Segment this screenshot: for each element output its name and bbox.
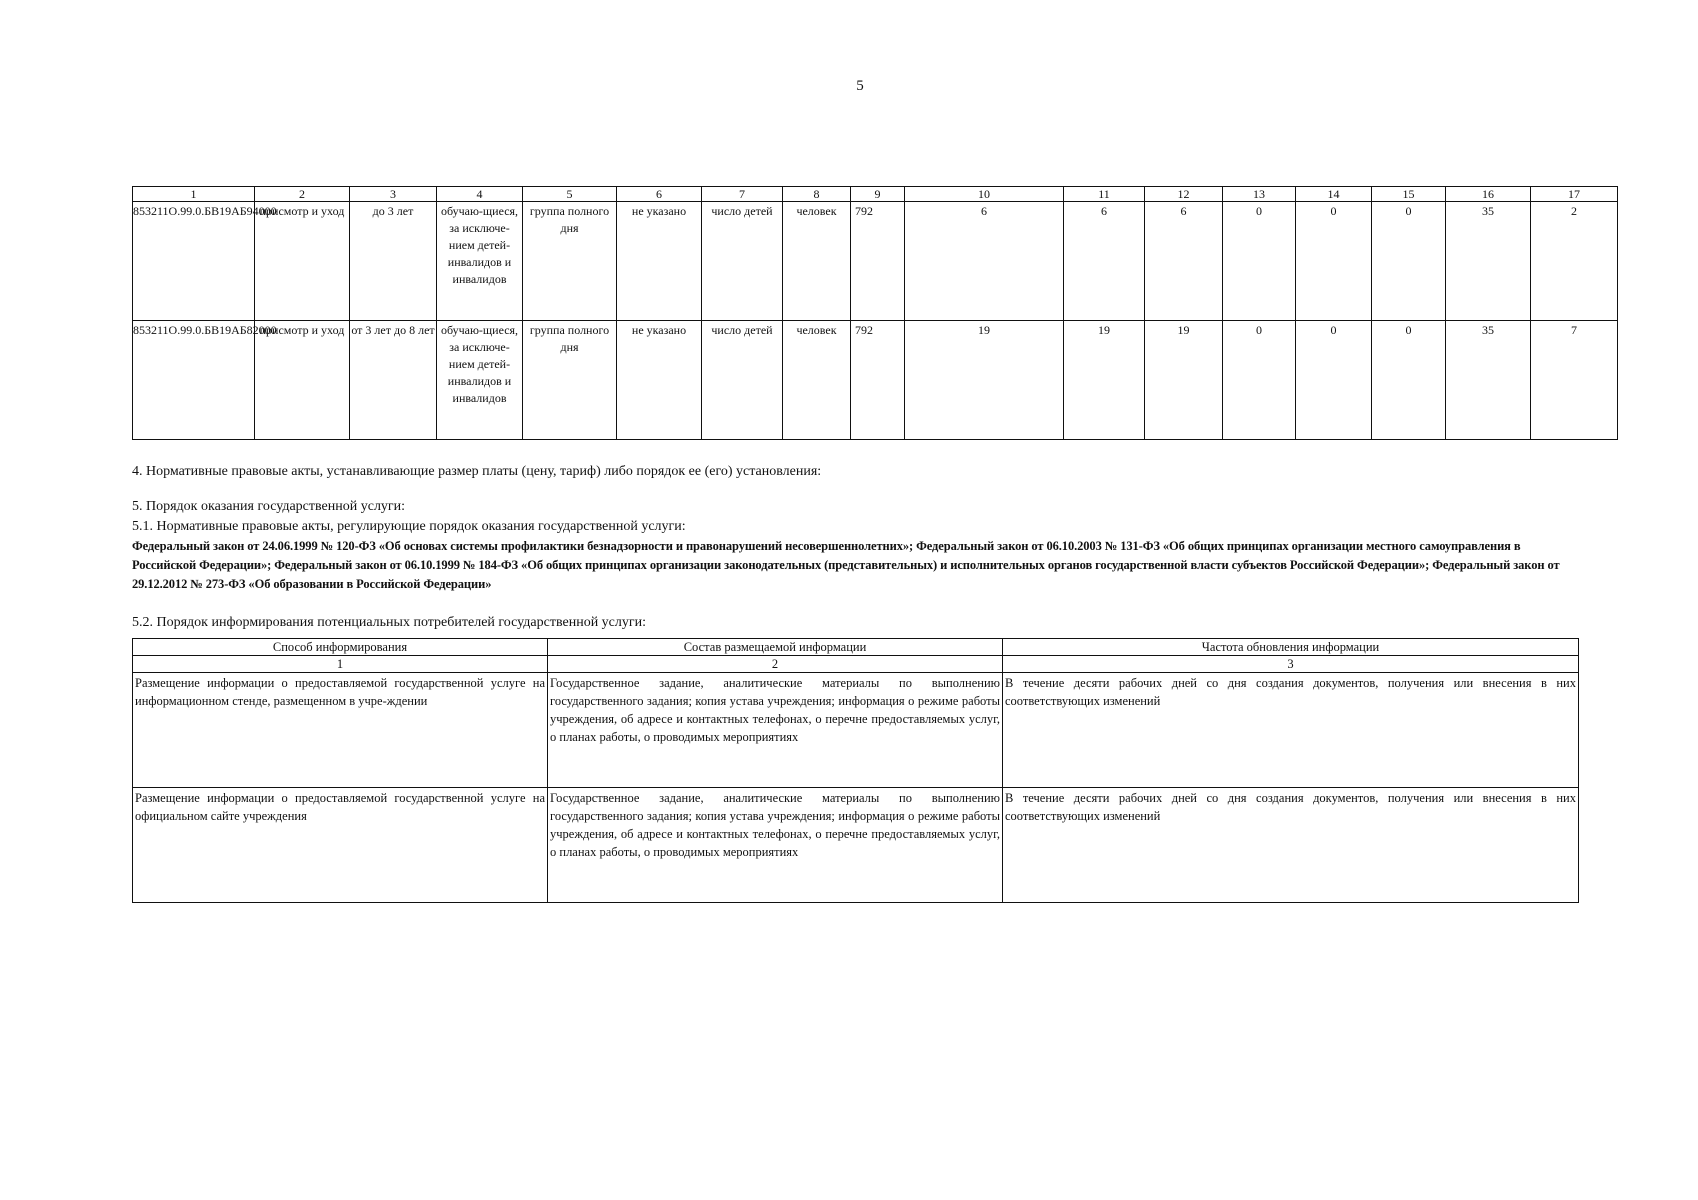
column-number: 15 (1372, 187, 1446, 202)
column-number: 11 (1064, 187, 1145, 202)
informing-method: Размещение информации о предоставляемой государственной услуге на информационном стенде, размещенном в учре-ждении (133, 673, 548, 788)
value-cell: 2 (1531, 202, 1618, 321)
value-cell: 6 (905, 202, 1064, 321)
consumer-category: обучаю-щиеся, за исключе-нием детей-инвалидов и инвалидов (437, 321, 523, 440)
service-name: присмотр и уход (255, 202, 350, 321)
not-specified: не указано (617, 321, 702, 440)
column-number: 3 (350, 187, 437, 202)
section-4-heading: 4. Нормативные правовые акты, устанавливающие размер платы (цену, тариф) либо порядок ее (его) установления: (132, 464, 822, 479)
column-number-row (133, 187, 1618, 202)
table-row (133, 788, 1579, 903)
column-number: 8 (783, 187, 851, 202)
value-cell: 35 (1446, 321, 1531, 440)
column-number: 12 (1145, 187, 1223, 202)
column-number: 1 (133, 656, 548, 673)
value-cell: 0 (1296, 202, 1372, 321)
column-number: 13 (1223, 187, 1296, 202)
registry-code: 853211О.99.0.БВ19АБ82000 (133, 321, 255, 440)
value-cell: 6 (1145, 202, 1223, 321)
stay-mode: группа полного дня (523, 202, 617, 321)
informing-method: Размещение информации о предоставляемой государственной услуге на официальном сайте учреждения (133, 788, 548, 903)
age-group: от 3 лет до 8 лет (350, 321, 437, 440)
unit-name: человек (783, 202, 851, 321)
okei-code: 792 (851, 202, 905, 321)
value-cell: 0 (1223, 202, 1296, 321)
age-group: до 3 лет (350, 202, 437, 321)
column-number: 3 (1003, 656, 1579, 673)
value-cell: 0 (1372, 321, 1446, 440)
value-cell: 0 (1223, 321, 1296, 440)
indicator-name: число детей (702, 202, 783, 321)
table-row (133, 321, 1618, 440)
header-row (133, 639, 1579, 656)
column-number: 14 (1296, 187, 1372, 202)
column-header: Состав размещаемой информации (548, 639, 1003, 656)
column-number: 4 (437, 187, 523, 202)
section-5-2-heading: 5.2. Порядок информирования потенциальных потребителей государственной услуги: (132, 615, 647, 630)
unit-name: человек (783, 321, 851, 440)
not-specified: не указано (617, 202, 702, 321)
value-cell: 19 (1064, 321, 1145, 440)
column-number: 10 (905, 187, 1064, 202)
value-cell: 19 (1145, 321, 1223, 440)
update-frequency: В течение десяти рабочих дней со дня создания документов, получения или внесения в них соответствующих изменений (1003, 673, 1579, 788)
information-content: Государственное задание, аналитические материалы по выполнению государственного задания; копия устава учреждения; информация о режиме работы учреждения, об адресе и контактных телефонах, о перечне предоставляемых услуг, о планах работы, о проводимых мероприятиях (548, 788, 1003, 903)
column-number: 9 (851, 187, 905, 202)
column-number: 6 (617, 187, 702, 202)
indicator-name: число детей (702, 321, 783, 440)
value-cell: 19 (905, 321, 1064, 440)
column-number: 1 (133, 187, 255, 202)
column-number: 5 (523, 187, 617, 202)
information-content: Государственное задание, аналитические материалы по выполнению государственного задания; копия устава учреждения; информация о режиме работы учреждения, об адресе и контактных телефонах, о перечне предоставляемых услуг, о планах работы, о проводимых мероприятиях (548, 673, 1003, 788)
service-name: присмотр и уход (255, 321, 350, 440)
section-5-1-heading: 5.1. Нормативные правовые акты, регулирующие порядок оказания государственной услуги: (132, 519, 686, 534)
legal-acts-list: Федеральный закон от 24.06.1999 № 120-ФЗ «Об основах системы профилактики безнадзорности и правонарушений несовершеннолетних»; Федеральный закон от 06.10.2003 № 131-ФЗ «Об общих принципах организации местного самоуправления в Российской Федерации»; Федеральный закон от 06.10.1999 № 184-ФЗ «Об общих принципах организации законодательных (представительных) и исполнительных органов государственной власти субъектов Российской Федерации»; Федеральный закон от 29.12.2012 № 273-ФЗ «Об образовании в Российской Федерации» (132, 539, 1560, 591)
section-5-heading: 5. Порядок оказания государственной услуги: (132, 499, 406, 514)
column-header: Способ информирования (133, 639, 548, 656)
value-cell: 0 (1372, 202, 1446, 321)
column-number: 16 (1446, 187, 1531, 202)
value-cell: 0 (1296, 321, 1372, 440)
service-volume-table (132, 186, 1618, 440)
table-row (133, 673, 1579, 788)
page-number: 5 (856, 78, 864, 94)
column-number-row (133, 656, 1579, 673)
column-number: 2 (548, 656, 1003, 673)
column-number: 17 (1531, 187, 1618, 202)
consumer-category: обучаю-щиеся, за исключе-нием детей-инвалидов и инвалидов (437, 202, 523, 321)
column-header: Частота обновления информации (1003, 639, 1579, 656)
value-cell: 35 (1446, 202, 1531, 321)
update-frequency: В течение десяти рабочих дней со дня создания документов, получения или внесения в них соответствующих изменений (1003, 788, 1579, 903)
value-cell: 6 (1064, 202, 1145, 321)
value-cell: 7 (1531, 321, 1618, 440)
column-number: 7 (702, 187, 783, 202)
column-number: 2 (255, 187, 350, 202)
table-row (133, 202, 1618, 321)
informing-table (132, 638, 1579, 903)
okei-code: 792 (851, 321, 905, 440)
registry-code: 853211О.99.0.БВ19АБ94000 (133, 202, 255, 321)
stay-mode: группа полного дня (523, 321, 617, 440)
